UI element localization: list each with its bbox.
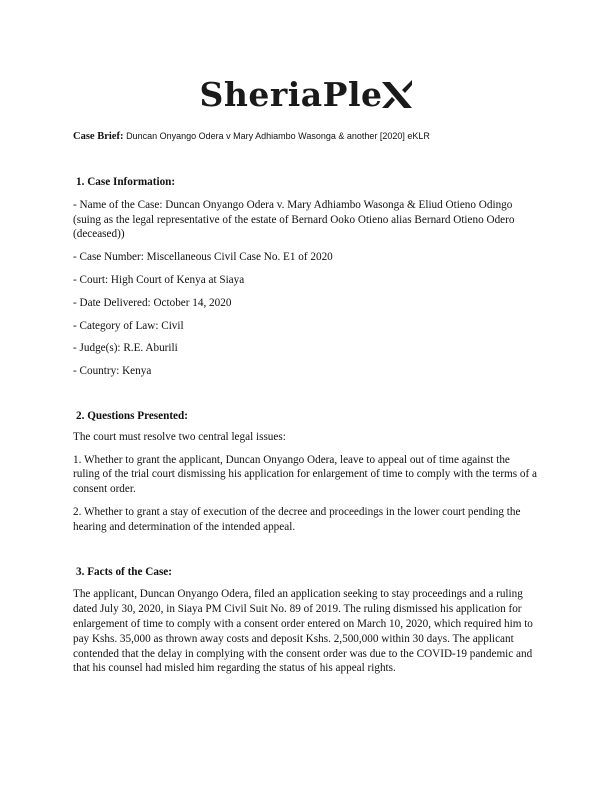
- case-brief-label: Case Brief:: [73, 131, 124, 142]
- sheriaplex-logo: [0, 76, 612, 112]
- info-item-court: - Court: High Court of Kenya at Siaya: [73, 273, 245, 286]
- questions-intro: The court must resolve two central legal issues:: [73, 430, 286, 443]
- section-heading-case-information: 1. Case Information:: [76, 176, 176, 188]
- x-mark-icon: [382, 78, 412, 112]
- info-item-judges: - Judge(s): R.E. Aburili: [73, 342, 178, 355]
- question-item: 2. Whether to grant a stay of execution of the decree and proceedings in the lower court pending the hearing and determination of the intended appeal.: [73, 505, 521, 533]
- section-heading-questions: 2. Questions Presented:: [76, 409, 188, 422]
- case-brief-line: [73, 131, 553, 142]
- info-item-country: - Country: Kenya: [73, 365, 152, 378]
- question-item: 1. Whether to grant the applicant, Duncan Onyango Odera, leave to appeal out of time against the ruling of the trial court dismissing his application for enlargement of time to comply with the terms of a consent order.: [73, 453, 537, 496]
- info-item-name: - Name of the Case: Duncan Onyango Odera v. Mary Adhiambo Wasonga & Eliud Otieno Odingo (suing as the legal representative of the estate of Bernard Ooko Otieno alias Bernard Otieno Odero (deceased)): [73, 198, 515, 241]
- info-item-date: - Date Delivered: October 14, 2020: [73, 296, 232, 309]
- info-item-category: - Category of Law: Civil: [73, 319, 184, 332]
- section-heading-facts: 3. Facts of the Case:: [76, 565, 173, 578]
- document-body: [73, 170, 539, 676]
- case-brief-title: Duncan Onyango Odera v Mary Adhiambo Wasonga & another [2020] eKLR: [126, 131, 430, 141]
- facts-paragraph: The applicant, Duncan Onyango Odera, filed an application seeking to stay proceedings and a ruling dated July 30, 2020, in Siaya PM Civil Suit No. 89 of 2019. The ruling dismissed his application for enlargement of time to comply with a consent order entered on March 10, 2020, which required him to pay Kshs. 35,000 as thrown away costs and deposit Kshs. 2,500,000 within 30 days. The applicant contended that the delay in complying with the consent order was due to the COVID-19 pandemic and that his counsel had misled him regarding the status of his appeal rights.: [73, 588, 533, 675]
- logo-text: SheriaPle: [199, 74, 383, 114]
- info-item-case-number: - Case Number: Miscellaneous Civil Case No. E1 of 2020: [73, 251, 333, 264]
